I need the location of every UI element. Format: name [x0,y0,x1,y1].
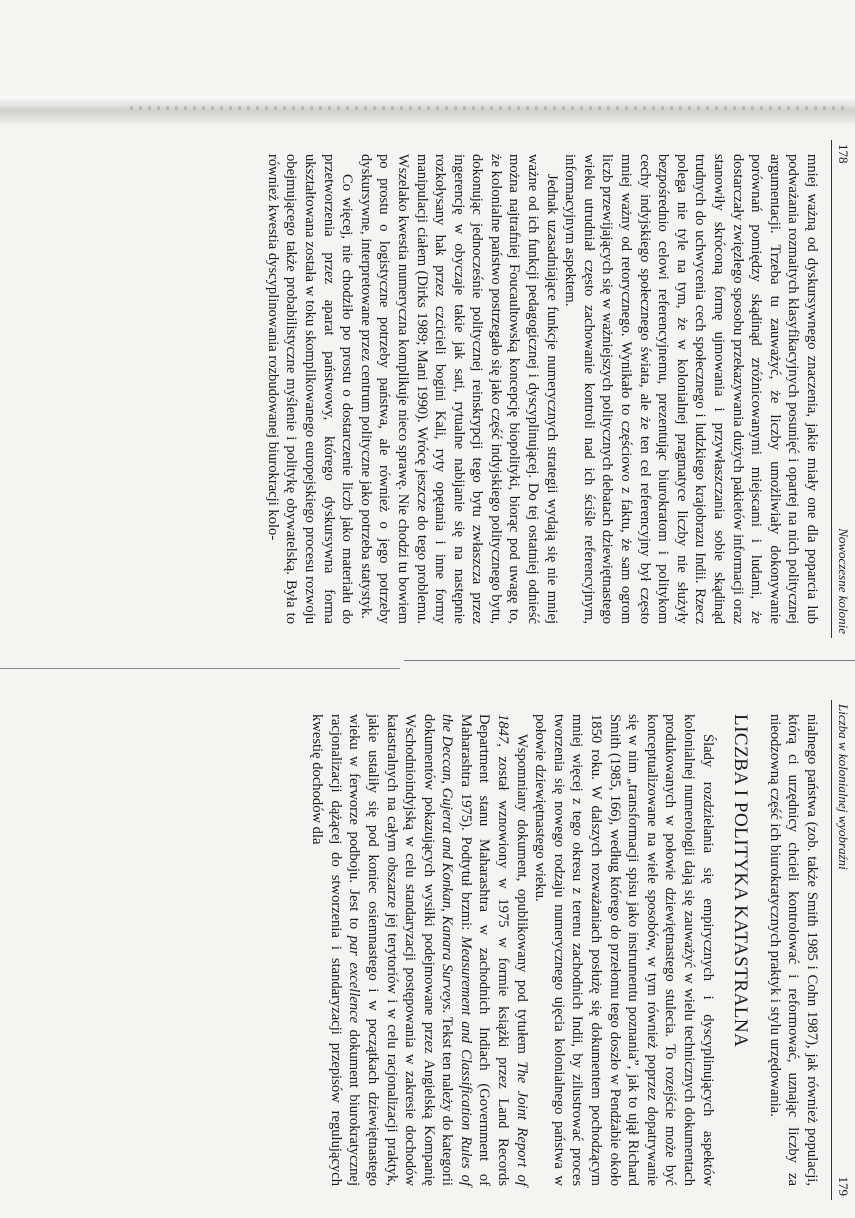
p2-subtitle: Measurement and Classification Rules of the Deccan, Gujerat and Konkan, Kanara Surveys [439,714,474,1186]
right-page-body [308,700,831,1200]
left-paragraph-3: Co więcej, nie chodziło po prostu o dostarczenie liczb jako materiału do przetworzenia przez aparat państwowy, którego dyskursywna forma ukształtowana została w toku skomplikowanego europejskiego procesu rozwoju obejmującego także probabilistyczne myślenie i politykę obywatelską. Była to również kwestia dyscyplinowania rozbudowanej biurokracji kolo- [264,154,356,624]
left-running-title: Nowoczesne kolonie [836,528,851,634]
right-opening-paragraph: nialnego państwa (zob. także Smith 1985 i Cohn 1987), jak również populacji, którą ci urzędnicy chcieli kontrolować i reformować, uznając liczby za nieodzowną część ich biurokratycznych praktyk i stylu urzędowania. [766,714,820,1186]
scan-edge-shadow [0,96,855,124]
right-running-title: Liczba w kolonialnej wyobraźni [836,704,851,870]
left-page-body [263,140,831,638]
p2-text-c: , został wznowiony w 1975 w formie książki przez Land Records Department stanu Maharashtra w zachodnich Indiach (Government of Maharashtra 1975). Podtytuł brzmi: [457,714,512,1186]
right-page-header [831,700,855,1200]
p2-title-joint-report: The Joint Report of 1847 [495,714,530,1186]
page-gutter-line-left [0,668,400,669]
left-paragraph-2: Jednak uzasadniające funkcje numerycznych strategii wydają się nie mniej ważne od ich funkcji pedagogicznej i dyscyplinującej. Do tej ostatniej odnieść można najtrafniej Foucaultowską koncepcję biopolityki, biorąc pod uwagę to, że kolonialne państwo postrzegało się jako część indyjskiego politycznego bytu, dokonując jednocześnie politycznej reinskrypcji tego bytu zwłaszcza przez ingerencję w obyczaje takie jak sati, rytualne nabijanie się na następnie rozkołysany hak przez czcicieli bogini Kali, ryty opętania i inne formy manipulacji ciałem (Dirks 1989; Mani 1990). Wrócę jeszcze do tego problemu. Wszelako kwestia numeryczna komplikuje nieco sprawę. Nie chodzi tu bowiem po prostu o logistyczne potrzeby państwa, ale również o jego potrzeby dyskursywne, interpretowane przez centrum polityczne jako potrzeba statystyk. [357,154,560,624]
p2-text-e: . Tekst ten należy do kategorii dokumentów pokazujących wysiłki podejmowane przez Angielską Kompanię Wschodnioindyjską w celu standaryzacji postępowania w zakresie dochodów katastralnych na całym obszarze jej terytoriów i w celu racjonalizacji praktyk, jakie ustaliły się pod koniec osiemnastego i w początkach dziewiętnastego wieku w ferworze podboju. Jest to [346,714,456,1186]
page-gutter-line [404,660,855,661]
section-heading: LICZBA I POLITYKA KATASTRALNA [730,714,752,1048]
p2-text-g: dokument biurokratycznej racjonalizacji dążącej do stworzenia i standaryzacji przepisów regulujących kwestię dochodów dla [309,714,363,1186]
left-paragraph-1: mniej ważną od dyskursywnego znaczenia, jakie miały one dla poparcia lub podważania rozmaitych klasyfikacyjnych posunięć i opartej na nich politycznej argumentacji. Trzeba tu zauważyć, że liczby umożliwiały dokonywanie porównań pomiędzy skądinąd zróżnicowanymi miejscami i ludami, że dostarczały zwięzłego sposobu przekazywania dużych pakietów informacji oraz stanowiły skróconą formę ujmowania i przywłaszczania sobie skądinąd trudnych do uchwycenia cech społecznego i ludzkiego krajobrazu Indii. Rzecz polega nie tyle na tym, że w kolonialnej pragmatyce liczby nie służyły bezpośrednio celowi referencyjnemu, prezentując biurokratom i politykom cechy indyjskiego społecznego świata, ale że ten cel referencyjny był często mniej ważny od retorycznego. Wynikało to częściowo z faktu, że sam ogrom liczb przewijających się w ważniejszych politycznych debatach dziewiętnastego wieku utrudniał często zachowanie kontroli nad ich ściśle referencyjnym, informacyjnym aspektem. [562,154,820,624]
right-page [117,700,855,1200]
left-page [117,140,855,638]
p2-par-excellence: par excellence [346,935,363,1024]
left-page-header [831,140,855,638]
left-page-number: 178 [836,144,851,164]
right-page-number: 179 [836,1176,851,1196]
p2-text-a: Wspomniany dokument, opublikowany pod tytułem [513,734,530,1062]
right-paragraph-2 [308,714,531,1186]
scan-noise-line [130,106,850,110]
right-paragraph-1: Ślady rozdzielania się empirycznych i dyscyplinujących aspektów kolonialnej numerologii dają się zauważyć w wielu technicznych dokumentach produkowanych w połowie dziewiętnastego stulecia. To rozejście może być konceptualizowane na wiele sposobów, w tym również poprzez dopatrywanie się w nim „transformacji spisu jako instrumentu poznania”, jak to ujął Richard Smith (1985, 166), według którego do przełomu tego doszło w Pendżabie około 1850 roku. W dalszych rozważaniach posłużę się dokumentem pochodzącym mniej więcej z tego okresu z terenu zachodnich Indii, by zilustrować proces tworzenia się nowego rodzaju numerycznego ujęcia kolonialnego państwa w połowie dziewiętnastego wieku. [532,714,716,1186]
